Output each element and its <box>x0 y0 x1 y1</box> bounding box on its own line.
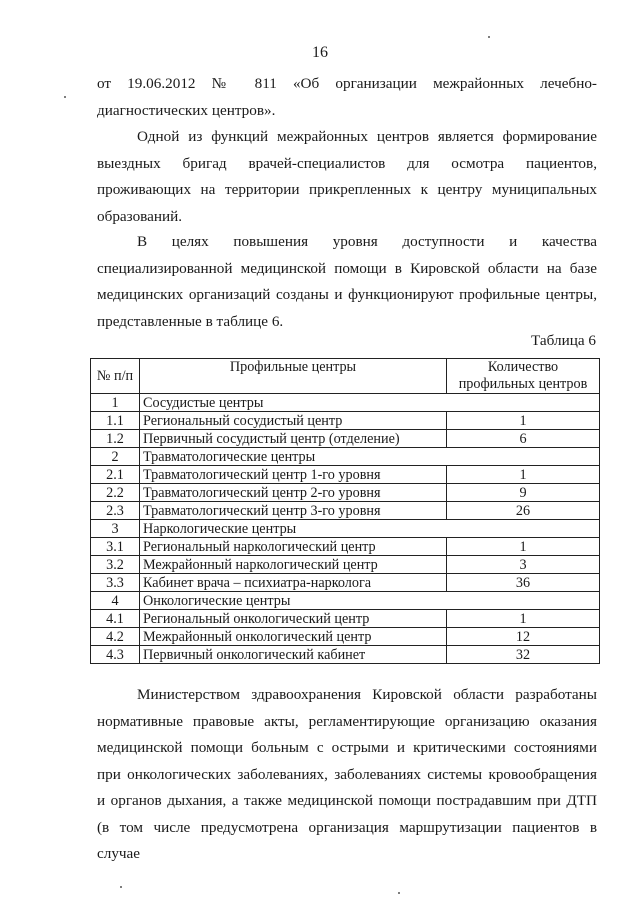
paragraph-4-line-1: Министерством здравоохранения Кировской области разработаны <box>137 686 597 703</box>
row-count: 1 <box>447 610 600 628</box>
row-count: 12 <box>447 628 600 646</box>
table-caption: Таблица 6 <box>531 332 596 349</box>
row-num: 4.1 <box>91 610 140 628</box>
row-name: Региональный наркологический центр <box>140 538 447 556</box>
scan-speck <box>64 96 66 98</box>
paragraph-3-line-4: представленные в таблице 6. <box>97 312 284 330</box>
group-title: Сосудистые центры <box>140 394 600 412</box>
row-num: 3.1 <box>91 538 140 556</box>
row-name: Травматологический центр 2-го уровня <box>140 484 447 502</box>
row-num: 3.2 <box>91 556 140 574</box>
header-count: Количество профильных центров <box>447 359 600 394</box>
row-name: Первичный сосудистый центр (отделение) <box>140 430 447 448</box>
row-name: Травматологический центр 3-го уровня <box>140 502 447 520</box>
row-count: 1 <box>447 412 600 430</box>
table-row <box>91 412 600 430</box>
paragraph-3-line-2: специализированной медицинской помощи в Кировской области на базе <box>97 259 597 277</box>
paragraph-4-line-3: медицинской помощи больным с острыми и критическими состояниями <box>97 739 597 756</box>
paragraph-2-line-3: проживающих на территории прикрепленных к центру муниципальных <box>97 181 597 198</box>
row-count: 1 <box>447 538 600 556</box>
paragraph-4-line-5: и органов дыхания, а также медицинской помощи пострадавшим при ДТП <box>97 792 597 809</box>
paragraph-3-line-1: В целях повышения уровня доступности и качества <box>137 233 597 250</box>
paragraph-1 <box>97 71 597 124</box>
paragraph-4 <box>97 682 597 868</box>
paragraph-2-line-1: Одной из функций межрайонных центров является формирование <box>137 128 597 145</box>
group-num: 1 <box>91 394 140 412</box>
table-row <box>91 574 600 592</box>
row-count: 36 <box>447 574 600 592</box>
row-name: Травматологический центр 1-го уровня <box>140 466 447 484</box>
paragraph-2 <box>97 124 597 230</box>
row-count: 6 <box>447 430 600 448</box>
row-name: Региональный сосудистый центр <box>140 412 447 430</box>
table-row <box>91 430 600 448</box>
table-row <box>91 628 600 646</box>
row-num: 3.3 <box>91 574 140 592</box>
table-row <box>91 484 600 502</box>
scan-speck <box>488 36 490 38</box>
table-row <box>91 538 600 556</box>
paragraph-1-line-2: диагностических центров». <box>97 101 276 119</box>
row-name: Межрайонный наркологический центр <box>140 556 447 574</box>
row-count: 9 <box>447 484 600 502</box>
row-count: 3 <box>447 556 600 574</box>
table-group-row <box>91 520 600 538</box>
paragraph-4-line-4: при онкологических заболеваниях, заболеваниях системы кровообращения <box>97 765 597 783</box>
table-group-row <box>91 592 600 610</box>
table-row <box>91 646 600 664</box>
row-num: 1.2 <box>91 430 140 448</box>
page-number: 16 <box>312 44 328 61</box>
group-num: 3 <box>91 520 140 538</box>
row-count: 1 <box>447 466 600 484</box>
row-num: 4.2 <box>91 628 140 646</box>
paragraph-3 <box>97 229 597 335</box>
table-row <box>91 502 600 520</box>
row-count: 26 <box>447 502 600 520</box>
group-title: Наркологические центры <box>140 520 600 538</box>
group-num: 4 <box>91 592 140 610</box>
paragraph-2-line-4: образований. <box>97 207 183 225</box>
row-num: 1.1 <box>91 412 140 430</box>
table-row <box>91 466 600 484</box>
table-group-row <box>91 394 600 412</box>
row-name: Региональный онкологический центр <box>140 610 447 628</box>
paragraph-1-line-1: от 19.06.2012 № 811 «Об организации межрайонных лечебно- <box>97 75 597 92</box>
row-count: 32 <box>447 646 600 664</box>
table-row <box>91 556 600 574</box>
paragraph-4-line-2: нормативные правовые акты, регламентирующие организацию оказания <box>97 712 597 730</box>
scan-speck <box>120 886 122 888</box>
paragraph-4-line-6: (в том числе предусмотрена организация маршрутизации пациентов в случае <box>97 818 597 862</box>
table-header-row <box>91 359 600 394</box>
group-num: 2 <box>91 448 140 466</box>
profile-centers-table <box>90 358 600 664</box>
scan-speck <box>398 892 400 894</box>
row-num: 4.3 <box>91 646 140 664</box>
table-group-row <box>91 448 600 466</box>
paragraph-2-line-2: выездных бригад врачей-специалистов для осмотра пациентов, <box>97 154 597 172</box>
row-num: 2.1 <box>91 466 140 484</box>
row-name: Межрайонный онкологический центр <box>140 628 447 646</box>
header-num: № п/п <box>91 359 140 394</box>
group-title: Травматологические центры <box>140 448 600 466</box>
row-num: 2.3 <box>91 502 140 520</box>
paragraph-3-line-3: медицинских организаций созданы и функционируют профильные центры, <box>97 286 597 303</box>
group-title: Онкологические центры <box>140 592 600 610</box>
table-row <box>91 610 600 628</box>
header-name: Профильные центры <box>140 359 447 394</box>
row-name: Первичный онкологический кабинет <box>140 646 447 664</box>
row-name: Кабинет врача – психиатра-нарколога <box>140 574 447 592</box>
row-num: 2.2 <box>91 484 140 502</box>
